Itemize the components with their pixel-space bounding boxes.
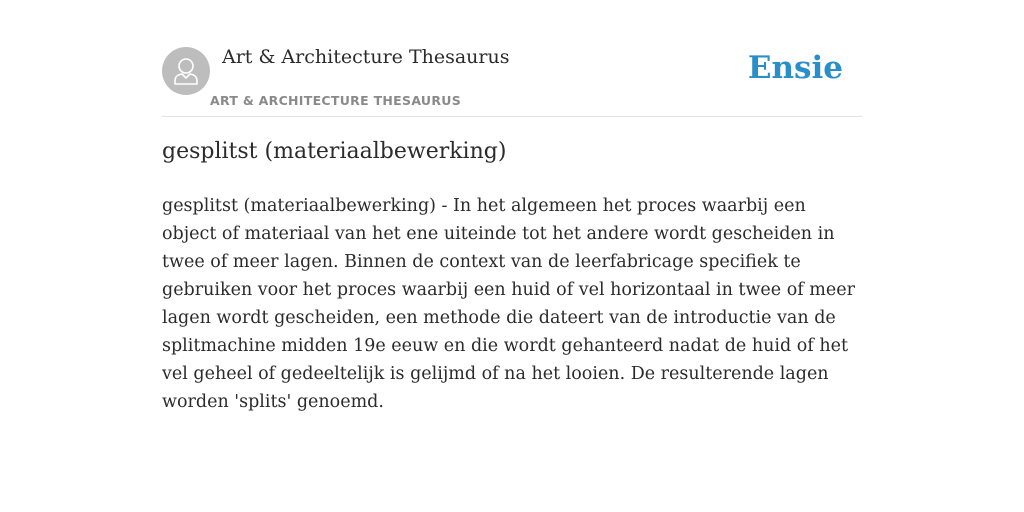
header — [162, 40, 862, 117]
source-name[interactable]: Art & Architecture Thesaurus — [222, 46, 510, 68]
entry-description: gesplitst (materiaalbewerking) - In het algemeen het proces waarbij een object of materiaal van het ene uiteinde tot het andere wordt gescheiden in twee of meer lagen. Binnen de context van de leerfabricage specifiek te gebruiken voor het proces waarbij een huid of vel horizontaal in twee of meer lagen wordt gescheiden, een methode die dateert van de introductie van de splitmachine midden 19e eeuw en die wordt gehanteerd nadat de huid of het vel geheel of gedeeltelijk is gelijmd of na het looien. De resulterende lagen worden 'splits' genoemd. — [162, 196, 855, 412]
source-subtitle: ART & ARCHITECTURE THESAURUS — [210, 93, 462, 108]
brand-logo[interactable]: Ensie — [747, 50, 843, 86]
page-title: gesplitst (materiaalbewerking) — [162, 139, 507, 164]
user-icon — [173, 56, 199, 86]
avatar[interactable] — [162, 47, 210, 95]
